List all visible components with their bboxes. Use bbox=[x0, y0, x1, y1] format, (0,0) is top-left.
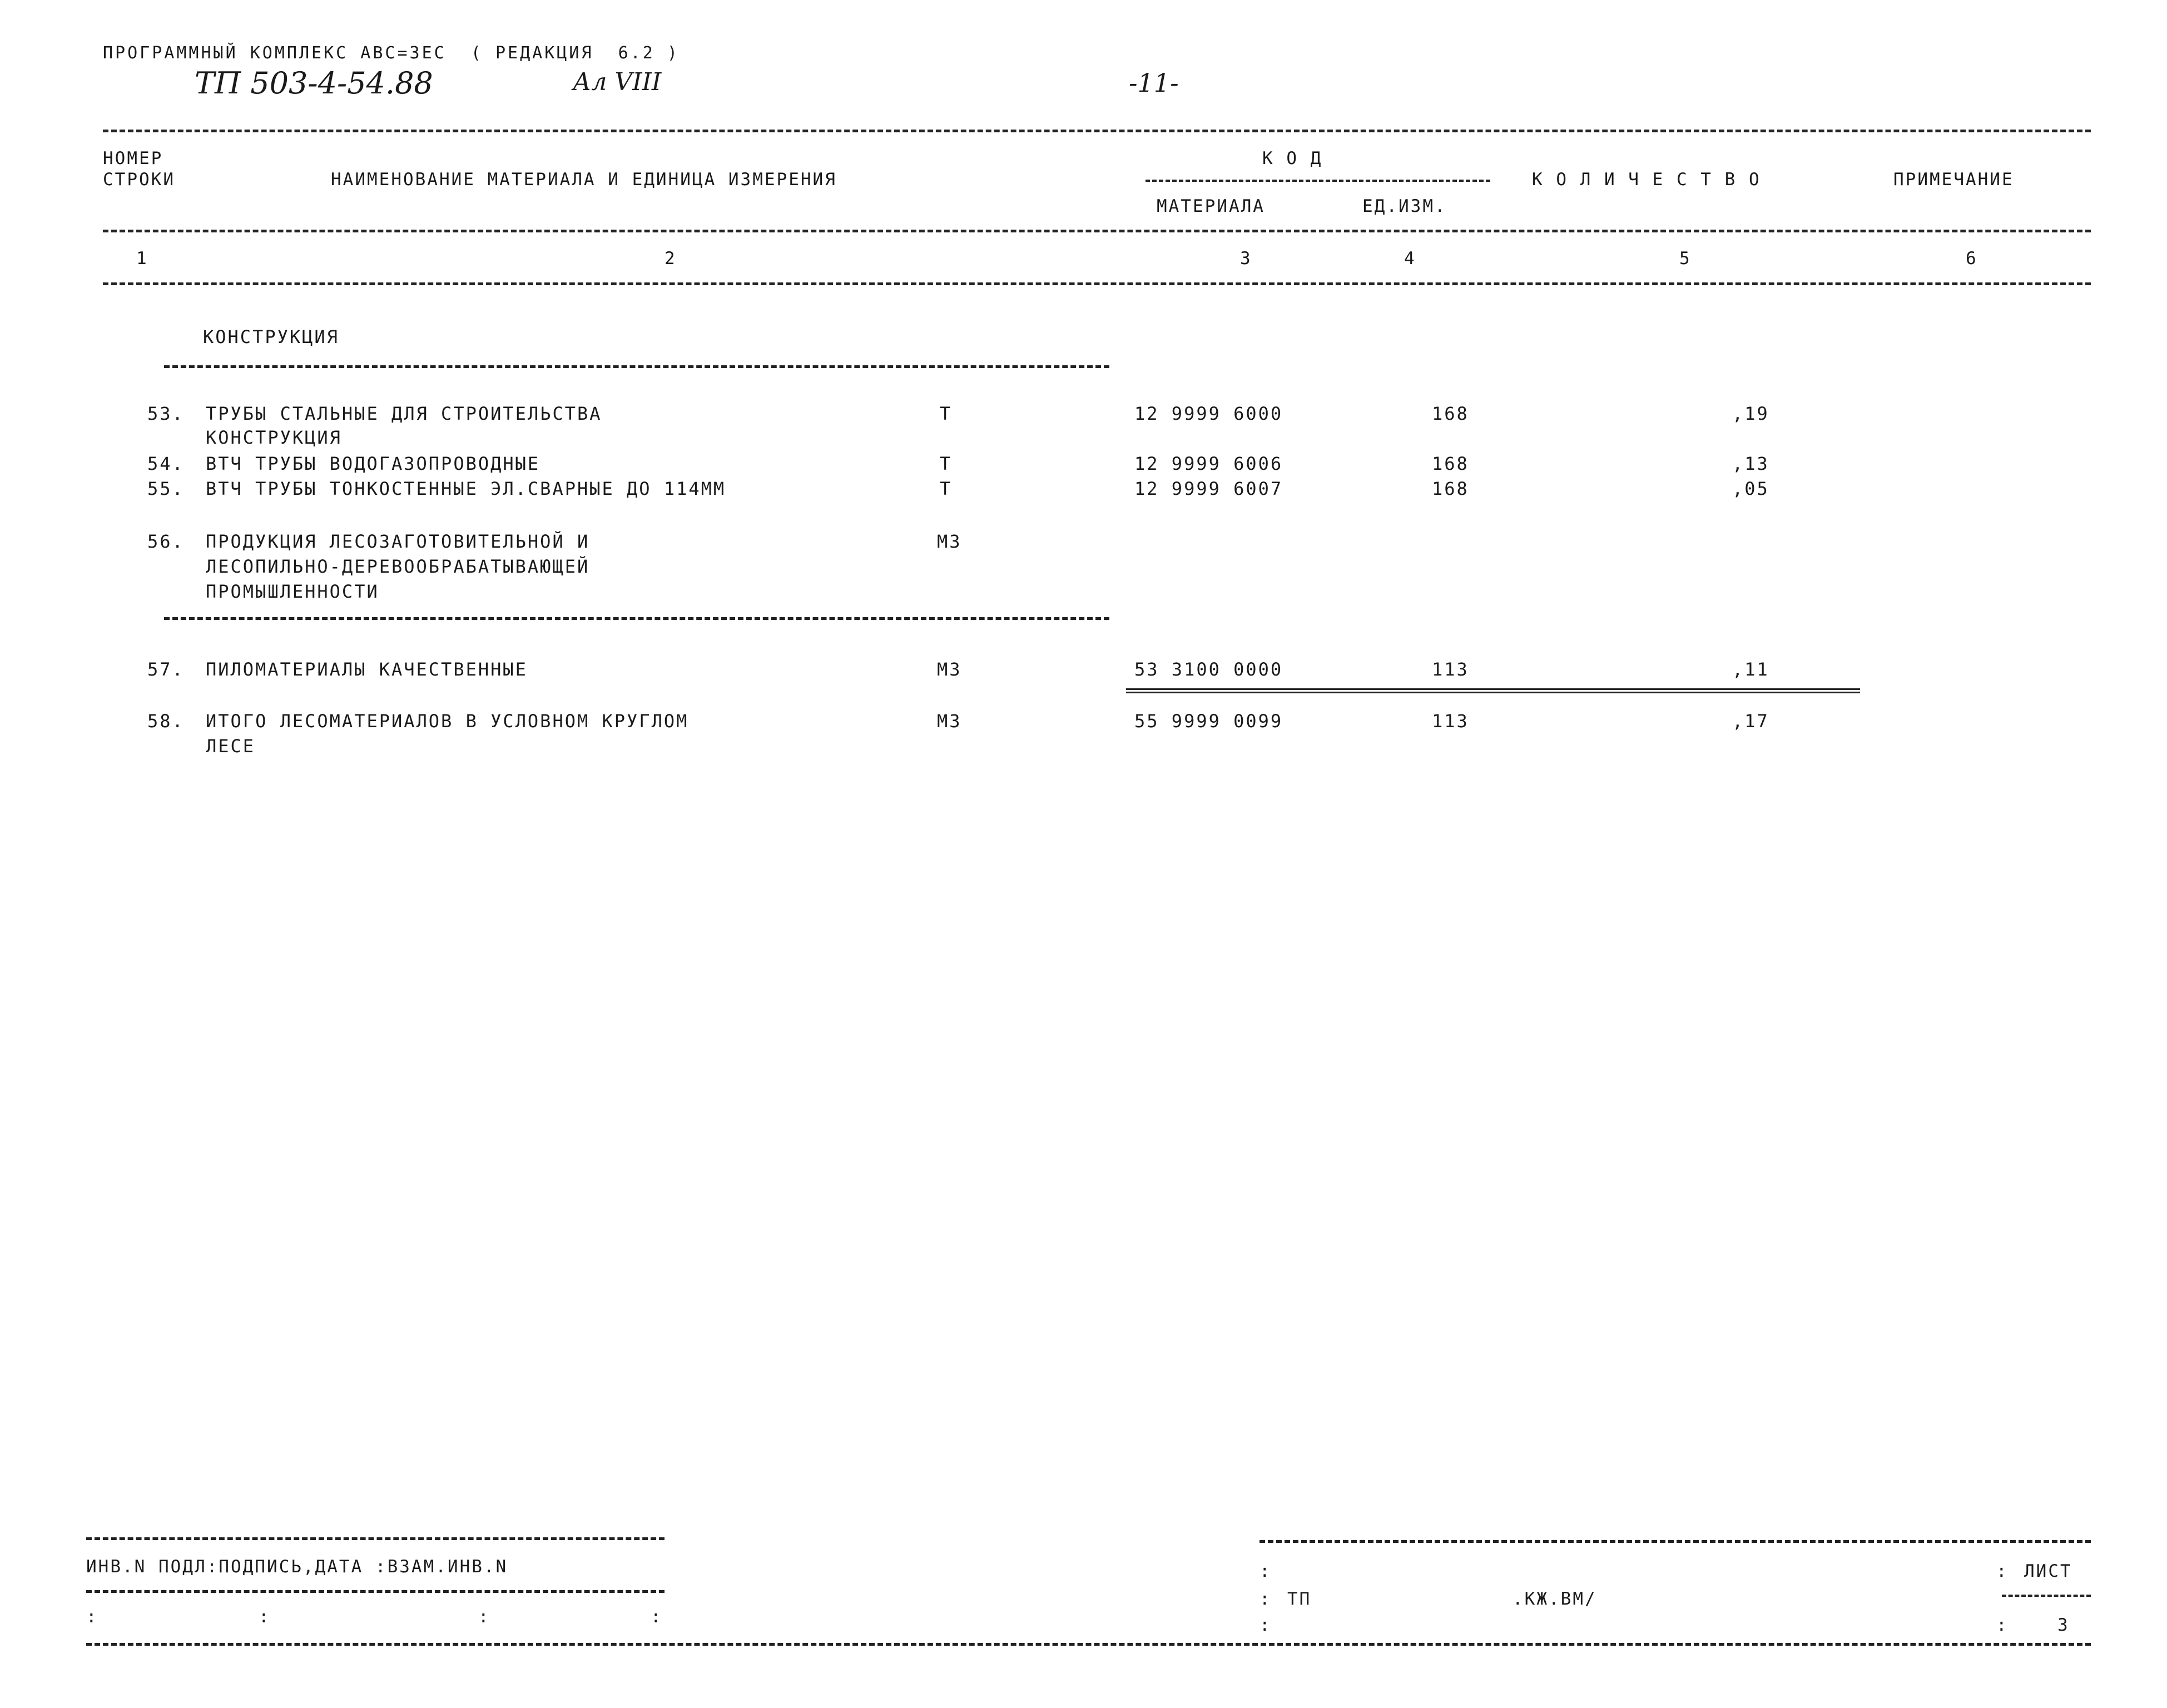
row-name-line: ТРУБЫ СТАЛЬНЫЕ ДЛЯ СТРОИТЕЛЬСТВА bbox=[206, 403, 602, 424]
section-title: КОНСТРУКЦИЯ bbox=[203, 326, 339, 347]
stamp-rule-top bbox=[86, 1537, 665, 1540]
col-number-2: 2 bbox=[665, 249, 677, 269]
row-unit: Т bbox=[940, 403, 953, 424]
row-material-code: 12 9999 6006 bbox=[1134, 453, 1283, 474]
row-number: 54. bbox=[147, 453, 185, 474]
row-quantity: ,11 bbox=[1732, 659, 1769, 680]
col-number-1: 1 bbox=[136, 249, 148, 269]
row-unit-code: 113 bbox=[1432, 711, 1469, 732]
row-unit: Т bbox=[940, 453, 953, 474]
row-name-line: ВТЧ ТРУБЫ ТОНКОСТЕННЫЕ ЭЛ.СВАРНЫЕ ДО 114ММ bbox=[206, 478, 726, 499]
row-name-line: ЛЕСЕ bbox=[206, 736, 256, 757]
footer-code: .КЖ.ВМ/ bbox=[1513, 1589, 1597, 1609]
header-unit: ЕД.ИЗМ. bbox=[1362, 196, 1447, 216]
sheet-rule bbox=[2002, 1595, 2091, 1597]
row-material-code: 55 9999 0099 bbox=[1134, 711, 1283, 732]
footer-rule-bottom bbox=[86, 1643, 2091, 1646]
col-number-5: 5 bbox=[1679, 249, 1692, 269]
row-quantity: ,13 bbox=[1732, 453, 1769, 474]
header-note: ПРИМЕЧАНИЕ bbox=[1893, 170, 2014, 190]
stamp-divider: : bbox=[86, 1607, 98, 1627]
sheet-number: 3 bbox=[2057, 1615, 2070, 1635]
row-unit-code: 168 bbox=[1432, 453, 1469, 474]
album-number: Ал VIII bbox=[573, 68, 662, 96]
col-number-4: 4 bbox=[1404, 249, 1416, 269]
row-material-code: 12 9999 6000 bbox=[1134, 403, 1283, 424]
stamp-divider: : bbox=[651, 1607, 663, 1627]
rule-header-bottom bbox=[103, 230, 2091, 232]
stamp-divider: : bbox=[478, 1607, 490, 1627]
col-number-6: 6 bbox=[1966, 249, 1978, 269]
program-header: ПРОГРАММНЫЙ КОМПЛЕКС АВС=ЗЕС ( РЕДАКЦИЯ 6.2 ) bbox=[103, 43, 680, 63]
title-divider: : bbox=[1259, 1589, 1272, 1609]
row-name-line: ВТЧ ТРУБЫ ВОДОГАЗОПРОВОДНЫЕ bbox=[206, 453, 540, 474]
title-divider: : bbox=[1996, 1561, 2009, 1581]
row-number: 56. bbox=[147, 531, 185, 552]
stamp-divider: : bbox=[259, 1607, 271, 1627]
stamp-rule-mid bbox=[86, 1590, 665, 1593]
page-number: -11- bbox=[1129, 68, 1179, 98]
rule-top bbox=[103, 130, 2091, 132]
col-number-3: 3 bbox=[1240, 249, 1252, 269]
row-material-code: 12 9999 6007 bbox=[1134, 478, 1283, 499]
row-number: 55. bbox=[147, 478, 185, 499]
sheet-label: ЛИСТ bbox=[2024, 1561, 2072, 1581]
row-name-line: ЛЕСОПИЛЬНО-ДЕРЕВООБРАБАТЫВАЮЩЕЙ bbox=[206, 556, 590, 577]
row-name-line: ПРОДУКЦИЯ ЛЕСОЗАГОТОВИТЕЛЬНОЙ И bbox=[206, 531, 590, 552]
header-num-line2: СТРОКИ bbox=[103, 170, 175, 190]
footer-tp: ТП bbox=[1287, 1589, 1312, 1609]
header-code: К О Д bbox=[1262, 148, 1323, 168]
row-name-line: ПРОМЫШЛЕННОСТИ bbox=[206, 581, 379, 602]
header-material: МАТЕРИАЛА bbox=[1157, 196, 1265, 216]
document-reference: ТП 503-4-54.88 bbox=[195, 66, 433, 101]
row-unit-code: 168 bbox=[1432, 403, 1469, 424]
title-divider: : bbox=[1259, 1615, 1272, 1635]
title-divider: : bbox=[1996, 1615, 2009, 1635]
row-quantity: ,19 bbox=[1732, 403, 1769, 424]
title-rule-top bbox=[1259, 1540, 2091, 1543]
section-underline bbox=[164, 365, 1109, 368]
row-name-line: КОНСТРУКЦИЯ bbox=[206, 427, 342, 448]
row-unit: М3 bbox=[937, 659, 962, 680]
rule-colnumbers-bottom bbox=[103, 282, 2091, 285]
row-quantity: ,17 bbox=[1732, 711, 1769, 732]
stamp-labels: ИНВ.N ПОДЛ:ПОДПИСЬ,ДАТА :ВЗАМ.ИНВ.N bbox=[86, 1557, 508, 1577]
row-number: 57. bbox=[147, 659, 185, 680]
row-name-line: ПИЛОМАТЕРИАЛЫ КАЧЕСТВЕННЫЕ bbox=[206, 659, 528, 680]
header-name: НАИМЕНОВАНИЕ МАТЕРИАЛА И ЕДИНИЦА ИЗМЕРЕНИЯ bbox=[331, 170, 837, 190]
rule-code-split bbox=[1146, 180, 1490, 182]
total-separator bbox=[1126, 688, 1860, 693]
group-underline bbox=[164, 617, 1109, 620]
row-number: 53. bbox=[147, 403, 185, 424]
title-divider: : bbox=[1259, 1561, 1272, 1581]
row-name-line: ИТОГО ЛЕСОМАТЕРИАЛОВ В УСЛОВНОМ КРУГЛОМ bbox=[206, 711, 689, 732]
row-unit-code: 113 bbox=[1432, 659, 1469, 680]
row-number: 58. bbox=[147, 711, 185, 732]
header-num-line1: НОМЕР bbox=[103, 148, 163, 168]
row-unit: Т bbox=[940, 478, 953, 499]
row-unit-code: 168 bbox=[1432, 478, 1469, 499]
row-unit: М3 bbox=[937, 531, 962, 552]
header-quantity: К О Л И Ч Е С Т В О bbox=[1532, 170, 1761, 190]
row-unit: М3 bbox=[937, 711, 962, 732]
row-quantity: ,05 bbox=[1732, 478, 1769, 499]
row-material-code: 53 3100 0000 bbox=[1134, 659, 1283, 680]
